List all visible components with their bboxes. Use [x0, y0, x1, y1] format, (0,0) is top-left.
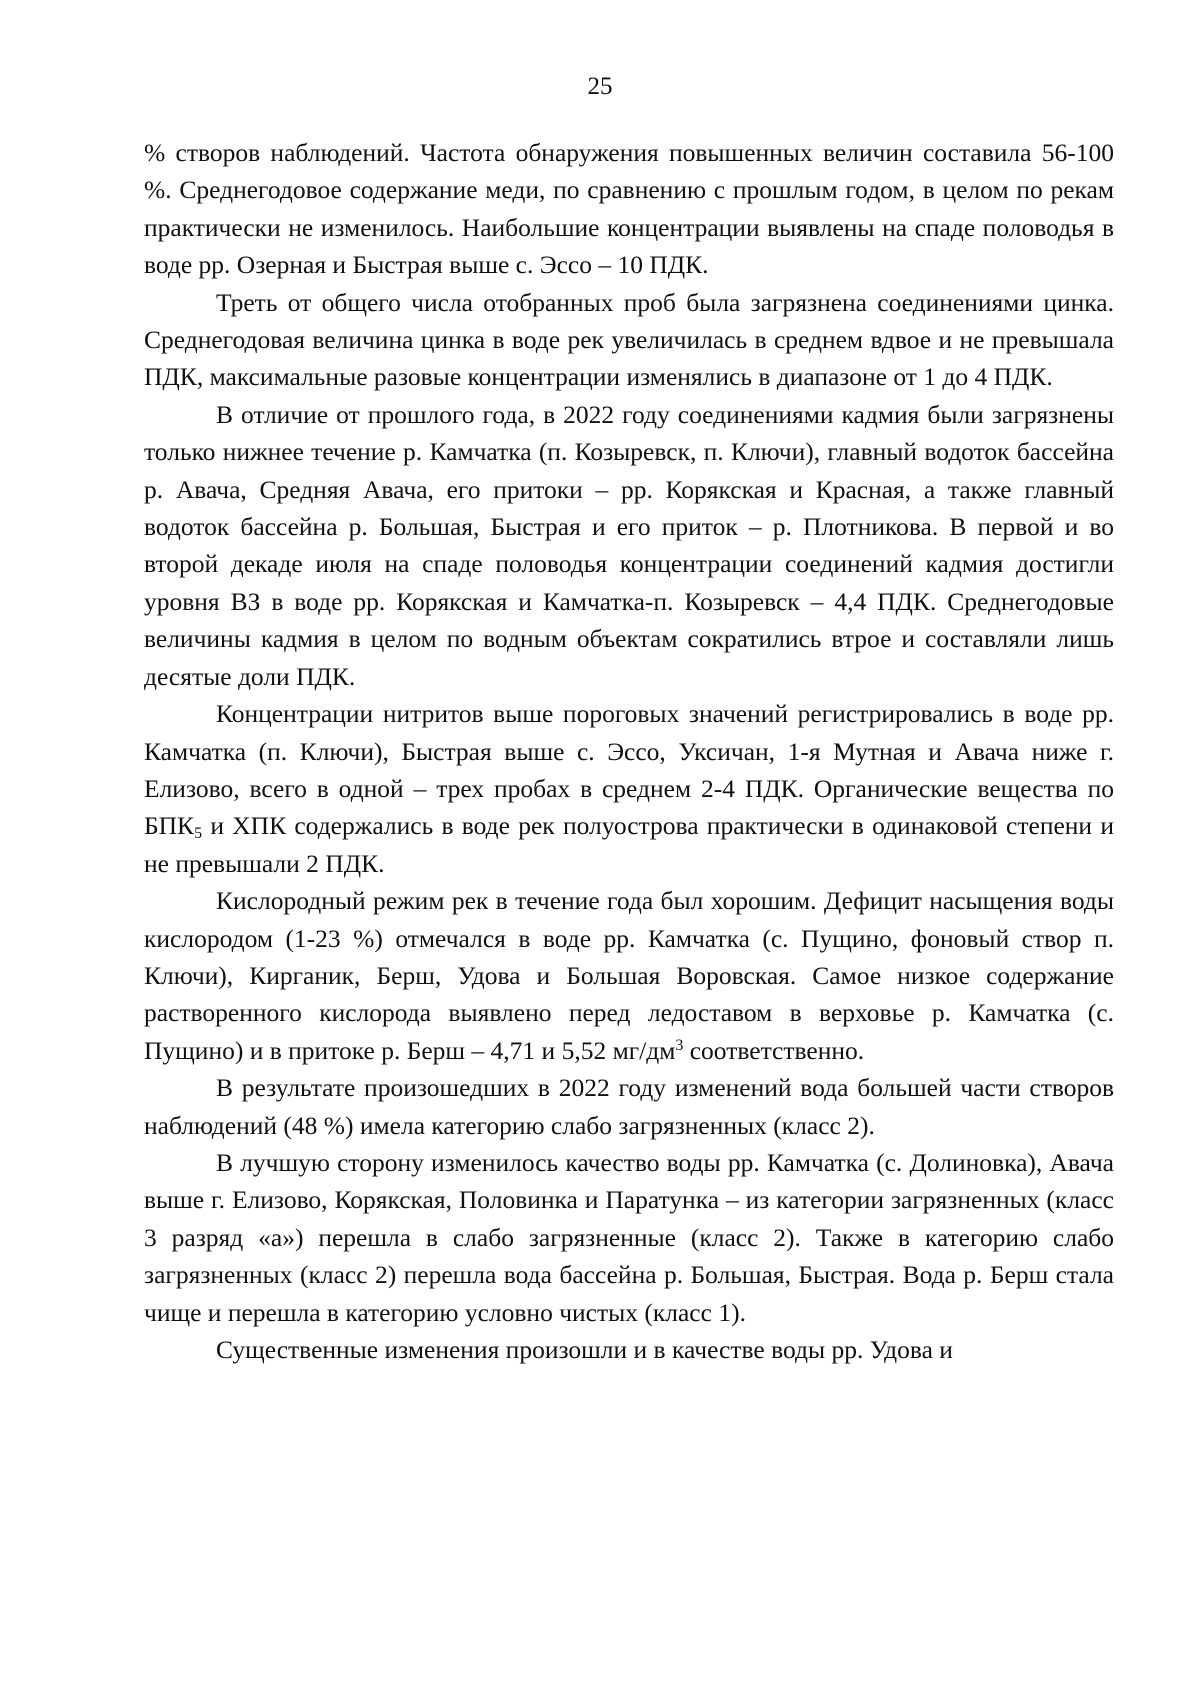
paragraph — [144, 1331, 1114, 1368]
paragraph — [144, 695, 1114, 882]
paragraph-text: Треть от общего числа отобранных проб была загрязнена соединениями цинка. Среднегодовая величина цинка в воде рек увеличилась в среднем вдвое и не превышала ПДК, максимальные разовые концентрации изменялись в диапазоне от 1 до 4 ПДК. — [144, 287, 1114, 392]
paragraph — [144, 882, 1114, 1069]
paragraph — [144, 1144, 1114, 1331]
paragraph — [144, 396, 1114, 695]
page-number: 25 — [587, 73, 613, 100]
paragraph-text: В лучшую сторону изменилось качество воды рр. Камчатка (с. Долиновка), Авача выше г. Елизово, Корякская, Половинка и Паратунка – из категории загрязненных (класс 3 разряд «а») перешла в слабо загрязненные (класс 2). Также в категорию слабо загрязненных (класс 2) перешла вода бассейна р. Большая, Быстрая. Вода р. Берш стала чище и перешла в категорию условно чистых (класс 1). — [144, 1147, 1114, 1327]
subscript: 5 — [194, 825, 203, 843]
paragraph — [144, 284, 1114, 396]
paragraph-text: Существенные изменения произошли и в качестве воды рр. Удова и — [216, 1335, 953, 1364]
paragraph — [144, 1069, 1114, 1144]
paragraph-text: В результате произошедших в 2022 году изменений вода большей части створов наблюдений (48 %) имела категорию слабо загрязненных (класс 2). — [144, 1073, 1114, 1140]
paragraph-text: и ХПК содержались в воде рек полуострова практически в одинаковой степени и не превышали 2 ПДК. — [144, 811, 1114, 878]
body-text — [144, 134, 1114, 1368]
paragraph — [144, 134, 1114, 284]
paragraph-text: В отличие от прошлого года, в 2022 году соединениями кадмия были загрязнены только нижнее течение р. Камчатка (п. Козыревск, п. Ключи), главный водоток бассейна р. Авача, Средняя Авача, его притоки – рр. Корякская и Красная, а также главный водоток бассейна р. Большая, Быстрая и его приток – р. Плотникова. В первой и во второй декаде июля на спаде половодья концентрации соединений кадмия достигли уровня ВЗ в воде рр. Корякская и Камчатка-п. Козыревск – 4,4 ПДК. Среднегодовые величины кадмия в целом по водным объектам сократились втрое и составляли лишь десятые доли ПДК. — [144, 399, 1114, 691]
superscript: 3 — [675, 1036, 684, 1054]
paragraph-text: соответственно. — [683, 1035, 865, 1065]
paragraph-text: Концентрации нитритов выше пороговых значений регистрировались в воде рр. Камчатка (п. Ключи), Быстрая выше с. Эссо, Уксичан, 1-я Мутная и Авача ниже г. Елизово, всего в одной – трех пробах в среднем 2-4 ПДК. Органические вещества по БПК — [144, 699, 1114, 841]
paragraph-text: Кислородный режим рек в течение года был хорошим. Дефицит насыщения воды кислородом (1-23 %) отмечался в воде рр. Камчатка (с. Пущино, фоновый створ п. Ключи), Кирганик, Берш, Удова и Большая Воровская. Самое низкое содержание растворенного кислорода выявлено перед ледоставом в верховье р. Камчатка (с. Пущино) и в притоке р. Берш – 4,71 и 5,52 мг/дм — [144, 886, 1114, 1065]
paragraph-text: % створов наблюдений. Частота обнаружения повышенных величин составила 56-100 %. Среднегодовое содержание меди, по сравнению с прошлым годом, в целом по рекам практически не изменилось. Наибольшие концентрации выявлены на спаде половодья в воде рр. Озерная и Быстрая выше с. Эссо – 10 ПДК. — [144, 138, 1114, 280]
